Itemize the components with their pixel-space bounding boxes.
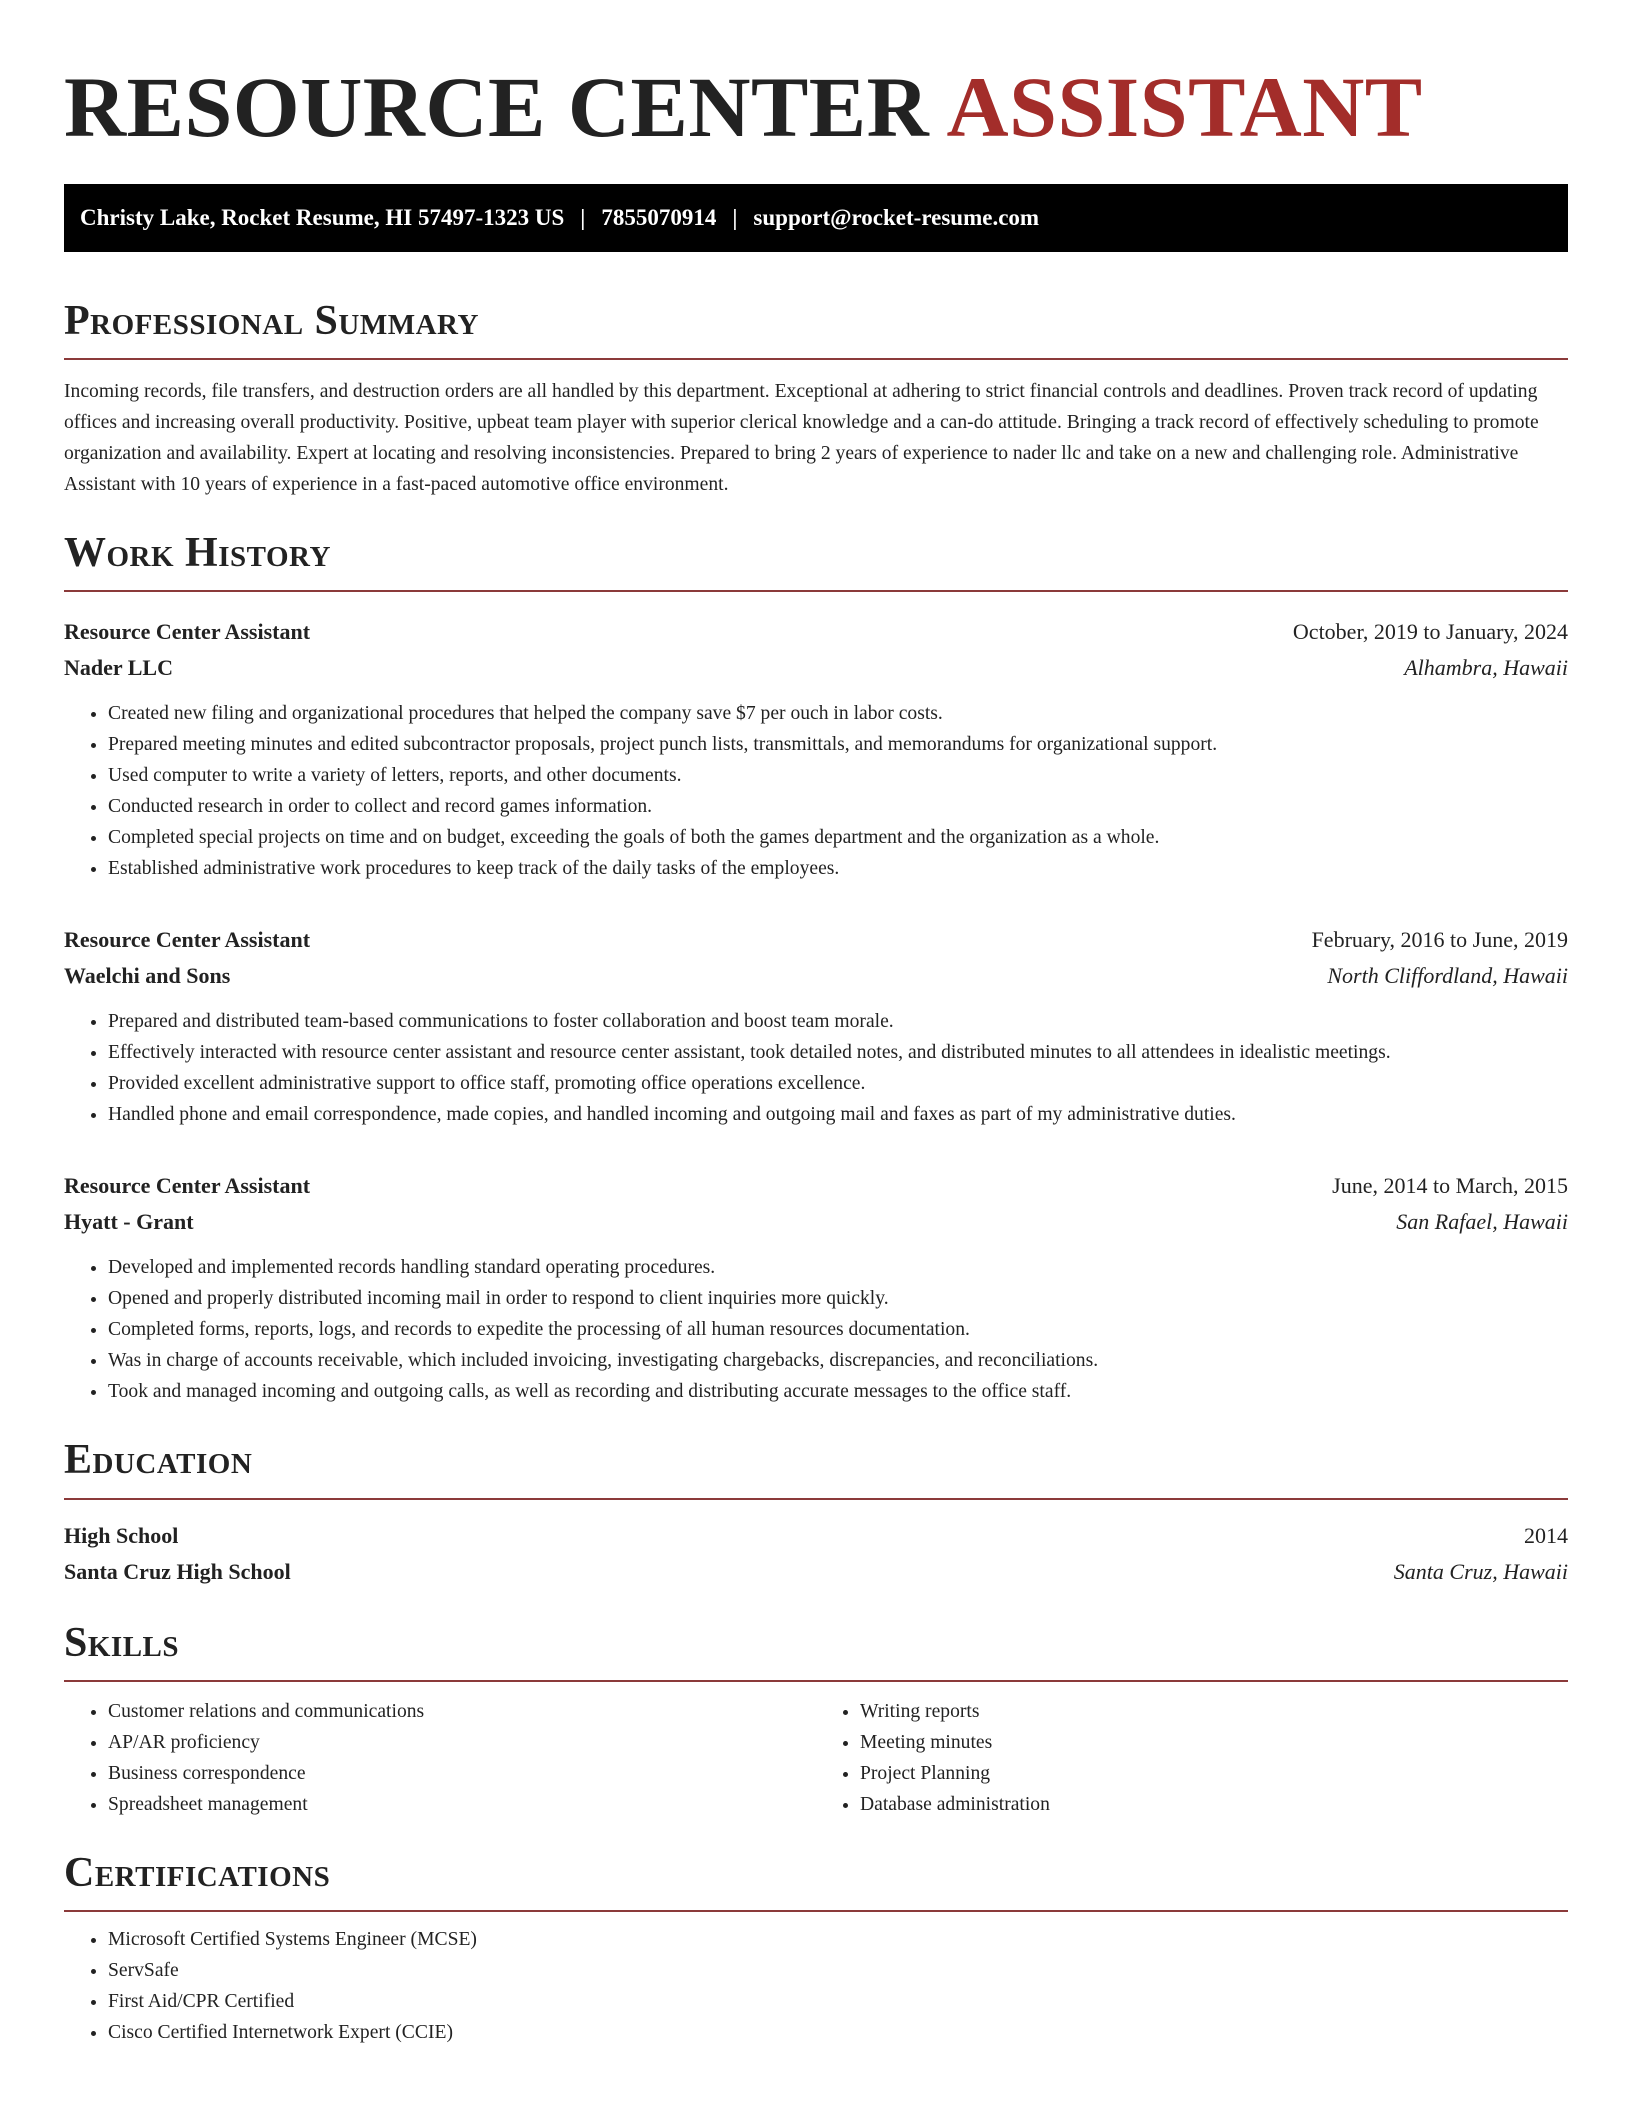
- skill-item: • Database administration: [860, 1789, 1568, 1820]
- job-location: San Rafael, Hawaii: [1396, 1209, 1568, 1235]
- certification-item: • Cisco Certified Internetwork Expert (CCIE): [108, 2017, 1568, 2048]
- work-history-heading: Work History: [64, 530, 1568, 592]
- summary-heading: Professional Summary: [64, 298, 1568, 360]
- title-first: RESOURCE CENTER: [64, 59, 930, 155]
- certification-item: • First Aid/CPR Certified: [108, 1986, 1568, 2017]
- contact-separator: |: [732, 205, 738, 230]
- job-entry: [64, 922, 1568, 1130]
- job-bullet: • Opened and properly distributed incoming mail in order to respond to client inquiries more quickly.: [108, 1283, 1568, 1314]
- resume-title: [64, 56, 1568, 155]
- skill-item: • Business correspondence: [108, 1758, 816, 1789]
- education-year: 2014: [1524, 1522, 1568, 1548]
- job-company: Waelchi and Sons: [64, 963, 231, 989]
- contact-address: Christy Lake, Rocket Resume, HI 57497-1323 US: [80, 205, 565, 230]
- contact-bar: [64, 184, 1568, 252]
- title-last: ASSISTANT: [946, 59, 1423, 155]
- job-bullets: [64, 1252, 1568, 1407]
- job-bullet: • Conducted research in order to collect and record games information.: [108, 791, 1568, 822]
- job-bullet: • Completed special projects on time and on budget, exceeding the goals of both the games department and the organization as a whole.: [108, 822, 1568, 853]
- job-company: Nader LLC: [64, 655, 173, 681]
- job-bullet: • Was in charge of accounts receivable, which included invoicing, investigating chargebacks, discrepancies, and reconciliations.: [108, 1345, 1568, 1376]
- education-entry: [64, 1518, 1568, 1590]
- job-location: North Cliffordland, Hawaii: [1327, 963, 1568, 989]
- contact-phone: 7855070914: [601, 205, 717, 230]
- job-title: Resource Center Assistant: [64, 1173, 311, 1199]
- contact-email: support@rocket-resume.com: [753, 205, 1040, 230]
- job-company: Hyatt - Grant: [64, 1209, 194, 1235]
- job-bullet: • Provided excellent administrative support to office staff, promoting office operations excellence.: [108, 1068, 1568, 1099]
- job-bullets: [64, 698, 1568, 884]
- job-dates: October, 2019 to January, 2024: [1292, 619, 1568, 645]
- job-bullet: • Completed forms, reports, logs, and records to expedite the processing of all human resources documentation.: [108, 1314, 1568, 1345]
- skills-column-left: [64, 1696, 816, 1820]
- skills-list: [64, 1696, 1568, 1820]
- job-bullet: • Used computer to write a variety of letters, reports, and other documents.: [108, 760, 1568, 791]
- job-bullet: • Handled phone and email correspondence, made copies, and handled incoming and outgoing mail and faxes as part of my administrative duties.: [108, 1099, 1568, 1130]
- job-bullet: • Took and managed incoming and outgoing calls, as well as recording and distributing accurate messages to the office staff.: [108, 1376, 1568, 1407]
- skill-item: • Meeting minutes: [860, 1727, 1568, 1758]
- job-entry: [64, 614, 1568, 884]
- job-bullet: • Established administrative work procedures to keep track of the daily tasks of the employees.: [108, 853, 1568, 884]
- skill-item: • AP/AR proficiency: [108, 1727, 816, 1758]
- skill-item: • Project Planning: [860, 1758, 1568, 1789]
- job-bullet: • Developed and implemented records handling standard operating procedures.: [108, 1252, 1568, 1283]
- education-school: Santa Cruz High School: [64, 1558, 291, 1584]
- job-location: Alhambra, Hawaii: [1404, 655, 1568, 681]
- job-bullet: • Created new filing and organizational procedures that helped the company save $7 per ouch in labor costs.: [108, 698, 1568, 729]
- job-entry: [64, 1168, 1568, 1407]
- job-dates: February, 2016 to June, 2019: [1311, 927, 1568, 953]
- skill-item: • Customer relations and communications: [108, 1696, 816, 1727]
- job-bullet: • Prepared meeting minutes and edited subcontractor proposals, project punch lists, transmittals, and memorandums for organizational support.: [108, 729, 1568, 760]
- summary-text: Incoming records, file transfers, and destruction orders are all handled by this department. Exceptional at adhering to strict financial controls and deadlines. Proven track record of updating offices and increasing overall productivity. Positive, upbeat team player with superior clerical knowledge and a can-do attitude. Bringing a track record of effectively scheduling to promote organization and availability. Expert at locating and resolving inconsistencies. Prepared to bring 2 years of experience to nader llc and take on a new and challenging role. Administrative Assistant with 10 years of experience in a fast-paced automotive office environment.: [64, 381, 1539, 496]
- education-heading: Education: [64, 1437, 1568, 1499]
- job-bullet: • Effectively interacted with resource center assistant and resource center assistant, took detailed notes, and distributed minutes to all attendees in idealistic meetings.: [108, 1037, 1568, 1068]
- contact-separator: |: [580, 205, 586, 230]
- certifications-list: [64, 1924, 1568, 2048]
- job-bullet: • Prepared and distributed team-based communications to foster collaboration and boost team morale.: [108, 1006, 1568, 1037]
- skills-column-right: [816, 1696, 1568, 1820]
- certification-item: • Microsoft Certified Systems Engineer (MCSE): [108, 1924, 1568, 1955]
- skill-item: • Spreadsheet management: [108, 1789, 816, 1820]
- job-dates: June, 2014 to March, 2015: [1332, 1173, 1568, 1199]
- certifications-heading: Certifications: [64, 1850, 1568, 1912]
- education-location: Santa Cruz, Hawaii: [1393, 1558, 1568, 1584]
- job-bullets: [64, 1006, 1568, 1130]
- skills-heading: Skills: [64, 1620, 1568, 1682]
- skill-item: • Writing reports: [860, 1696, 1568, 1727]
- education-degree: High School: [64, 1522, 179, 1548]
- job-title: Resource Center Assistant: [64, 619, 311, 645]
- certification-item: • ServSafe: [108, 1955, 1568, 1986]
- job-title: Resource Center Assistant: [64, 927, 311, 953]
